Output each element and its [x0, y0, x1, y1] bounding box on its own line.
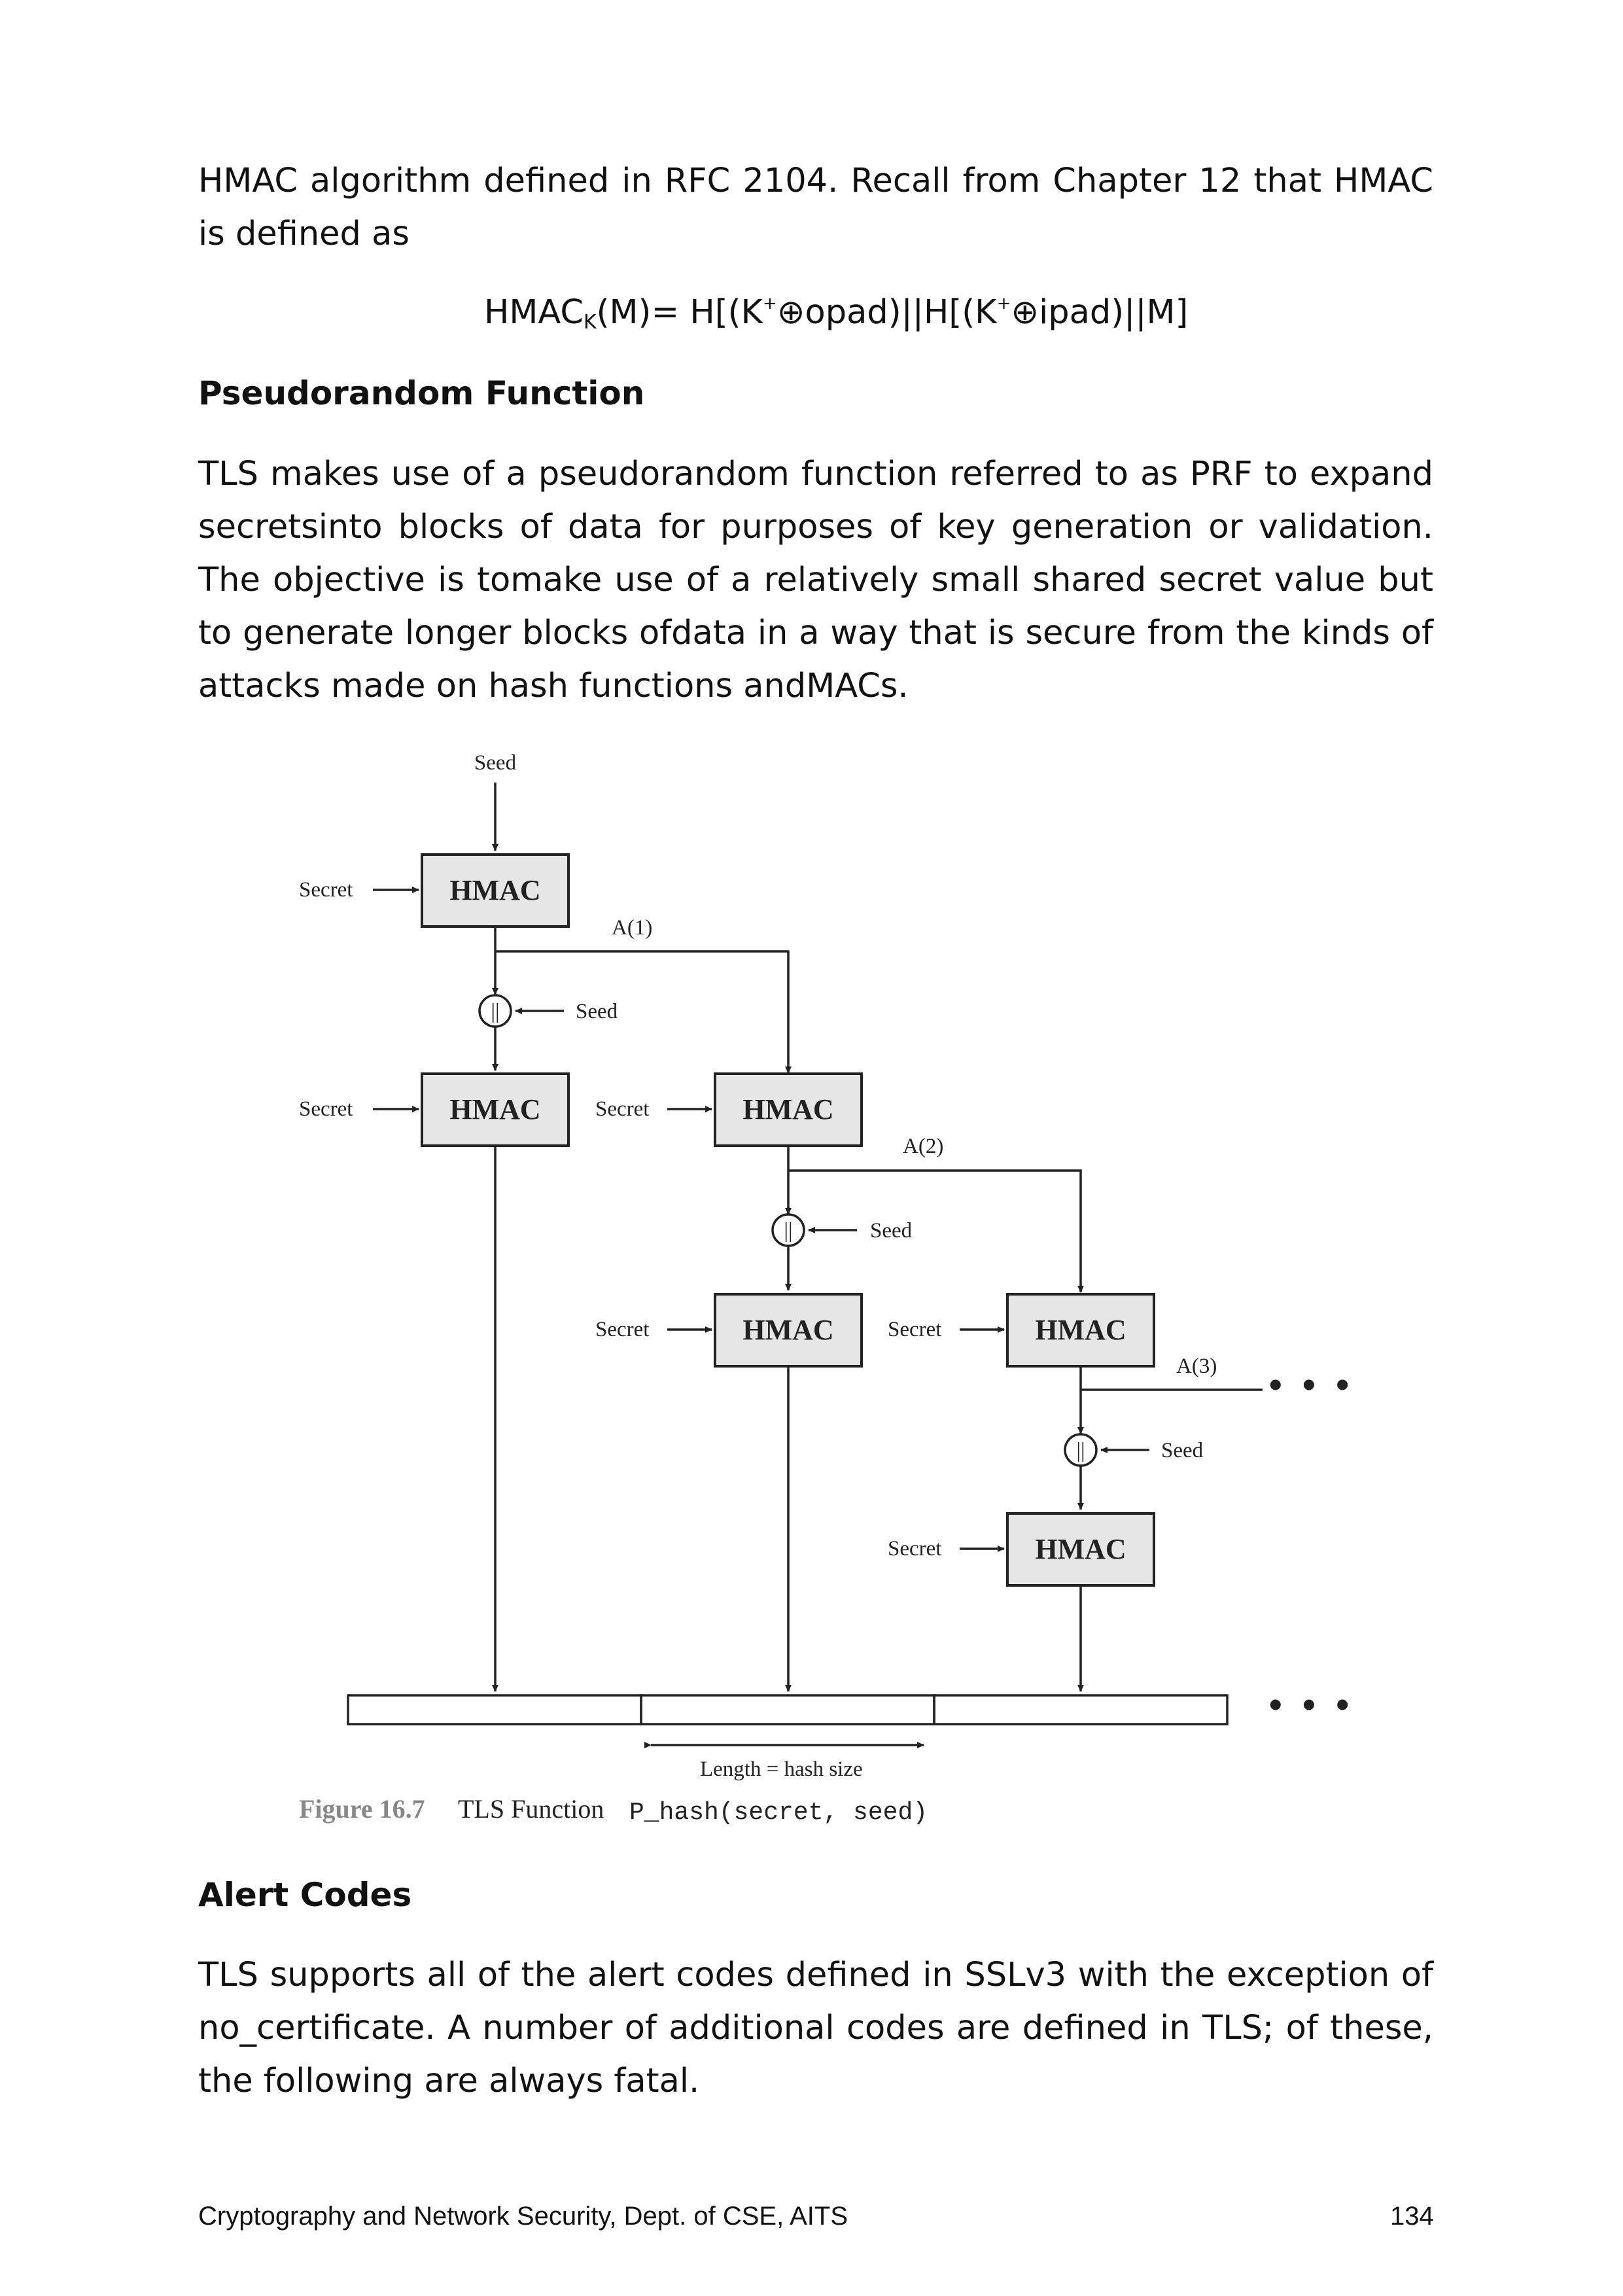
pseudorandom-paragraph: TLS makes use of a pseudorandom function referred to as PRF to expand secretsinto blocks of data for purposes of key generation or validation. The objective is tomake use of a relatively small shared secret value but to generate longer blocks ofdata in a way that is secure from the kinds of attacks made on hash functions andMACs. — [198, 455, 1433, 705]
secret-label-output-3: Secret — [888, 1537, 942, 1561]
output-block-3 — [934, 1695, 1227, 1724]
secret-label-a2: Secret — [595, 1097, 650, 1121]
output-block-2 — [641, 1695, 934, 1724]
ellipsis-a3: • • • — [1269, 1364, 1354, 1405]
formula-superscript-1: + — [762, 294, 777, 313]
hmac-label-output-3: HMAC — [1035, 1533, 1126, 1565]
seed-label-1: Seed — [576, 1000, 618, 1023]
figure-number: Figure 16.7 — [299, 1794, 425, 1824]
a1-branch-line — [495, 951, 788, 1073]
ellipsis-output: • • • — [1269, 1684, 1354, 1725]
formula-subscript: K — [583, 311, 597, 334]
output-block-1 — [348, 1695, 641, 1724]
alert-codes-paragraph: TLS supports all of the alert codes defined in SSLv3 with the exception of no_certificate. A number of additional codes are defined in TLS; of these, the following are always fatal. — [198, 1956, 1433, 2100]
figure-title: TLS Function — [458, 1794, 604, 1824]
length-label: Length = hash size — [700, 1757, 863, 1781]
a3-label: A(3) — [1176, 1354, 1217, 1378]
footer-course-title: Cryptography and Network Security, Dept. of CSE, AITS — [198, 2202, 848, 2231]
hmac-label-a1: HMAC — [449, 874, 541, 906]
footer-page-number: 134 — [1390, 2202, 1434, 2231]
intro-paragraph: HMAC algorithm defined in RFC 2104. Recall from Chapter 12 that HMAC is defined as — [198, 162, 1433, 253]
formula-part3: ⊕opad)||H[(K — [777, 293, 997, 332]
formula-part4: ⊕ipad)||M] — [1011, 293, 1189, 332]
section-heading-alert-codes: Alert Codes — [198, 1876, 412, 1914]
hmac-label-output-2: HMAC — [742, 1314, 834, 1346]
formula-part2: (M)= H[(K — [596, 293, 763, 332]
seed-label-3: Seed — [1161, 1439, 1204, 1462]
hmac-label-a3: HMAC — [1035, 1314, 1126, 1346]
a2-branch-line — [788, 1171, 1081, 1292]
hmac-label-a2: HMAC — [742, 1093, 834, 1125]
formula-part1: HMAC — [484, 293, 584, 332]
concat-symbol-3: || — [1076, 1439, 1085, 1462]
secret-label-a3: Secret — [888, 1318, 942, 1341]
secret-label-output-1: Secret — [299, 1097, 353, 1121]
seed-label-2: Seed — [870, 1219, 913, 1243]
concat-symbol-2: || — [784, 1219, 793, 1243]
section-heading-pseudorandom: Pseudorandom Function — [198, 374, 645, 412]
secret-label-output-2: Secret — [595, 1318, 650, 1341]
concat-symbol-1: || — [491, 1000, 500, 1023]
a2-label: A(2) — [903, 1135, 944, 1158]
figure-code: P_hash(secret, seed) — [629, 1799, 928, 1827]
hmac-label-output-1: HMAC — [449, 1093, 541, 1125]
a1-label: A(1) — [612, 916, 653, 940]
formula-superscript-2: + — [996, 294, 1011, 313]
secret-label-a1: Secret — [299, 878, 353, 902]
seed-label-top: Seed — [474, 751, 517, 775]
